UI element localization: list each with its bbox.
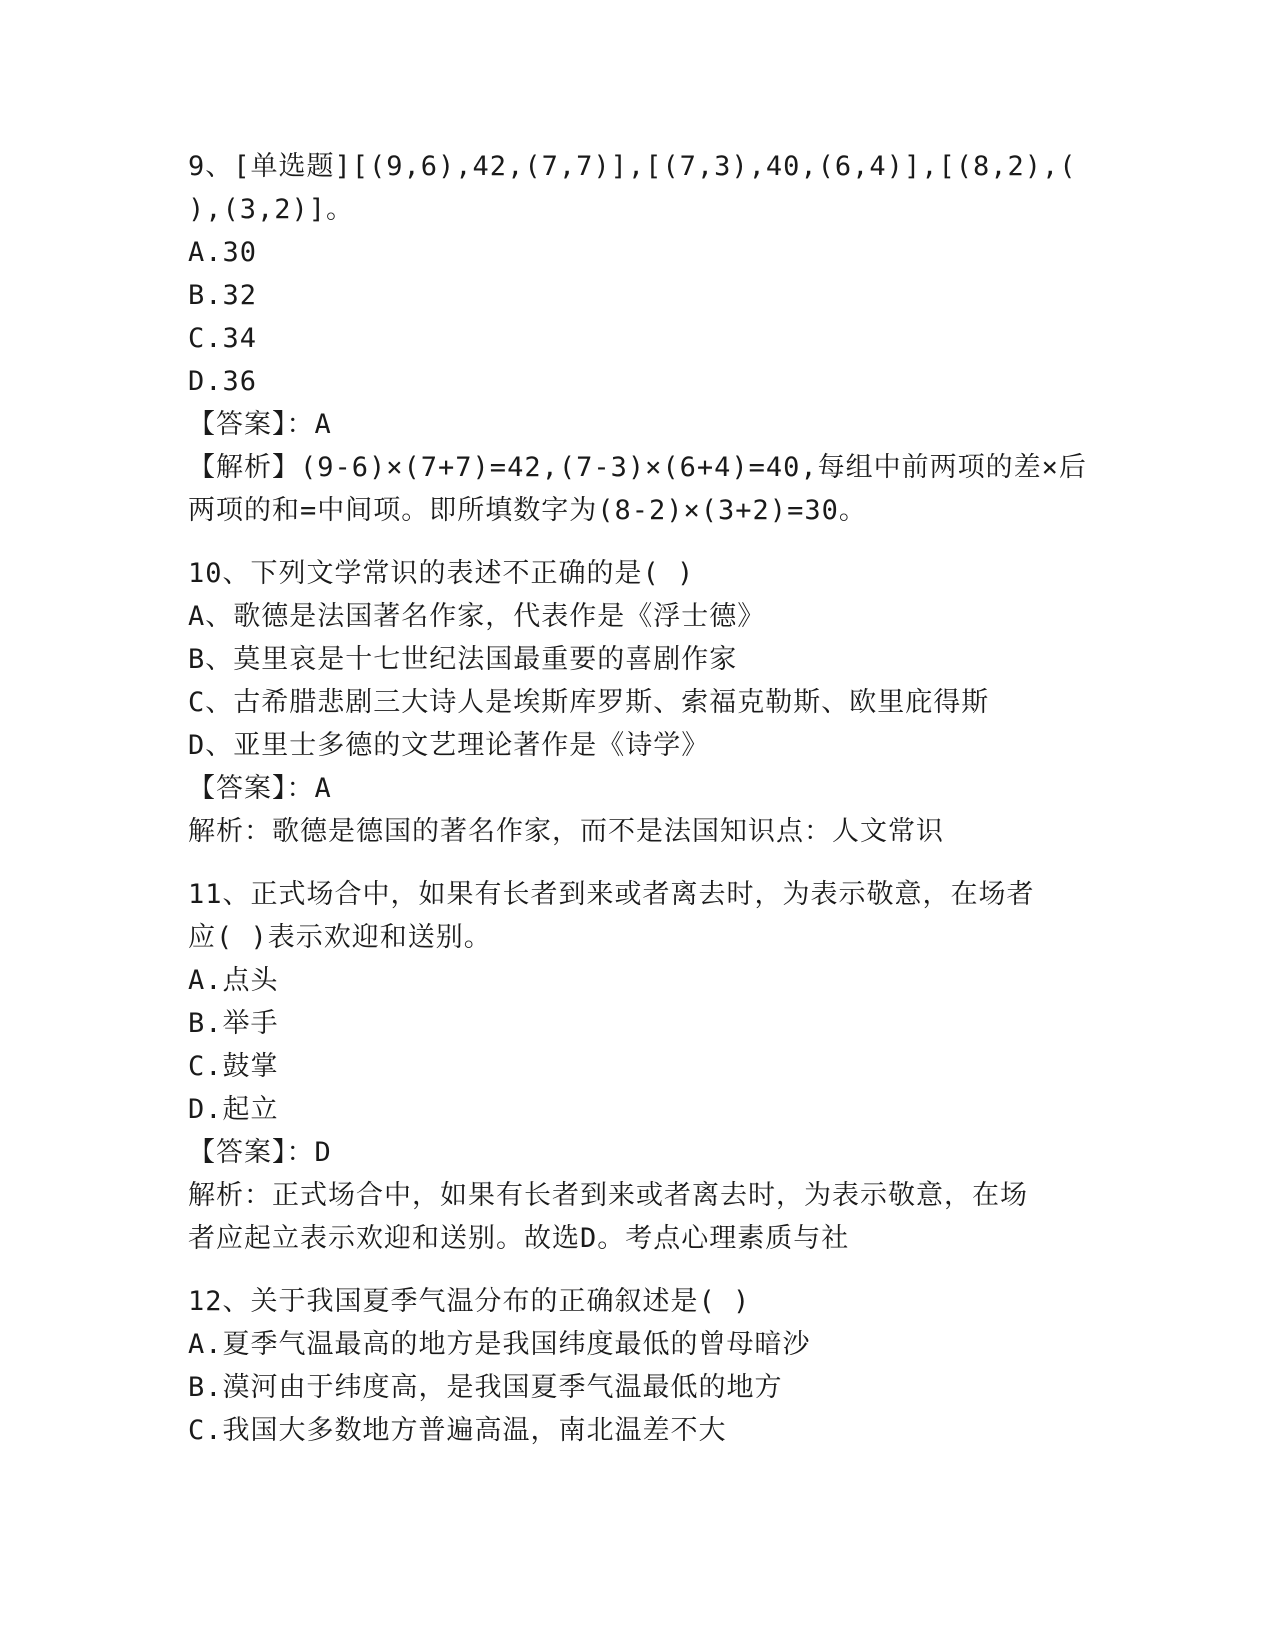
answer-line: 【答案】：A xyxy=(188,773,332,804)
question-stem-line: 应( )表示欢迎和送别。 xyxy=(188,922,492,953)
option-c: C、古希腊悲剧三大诗人是埃斯库罗斯、索福克勒斯、欧里庇得斯 xyxy=(188,687,990,718)
question-11 xyxy=(188,873,1068,1260)
option-b: B、莫里哀是十七世纪法国最重要的喜剧作家 xyxy=(188,644,738,675)
option-d: D.起立 xyxy=(188,1094,279,1125)
option-b: B.举手 xyxy=(188,1008,279,1039)
option-a: A、歌德是法国著名作家，代表作是《浮士德》 xyxy=(188,601,766,632)
question-stem-line: 11、正式场合中，如果有长者到来或者离去时，为表示敬意，在场者 xyxy=(188,879,1035,910)
option-c: C.34 xyxy=(188,323,258,354)
analysis-line: 解析：歌德是德国的著名作家，而不是法国知识点：人文常识 xyxy=(188,816,944,847)
question-9 xyxy=(188,145,1087,532)
question-spacer xyxy=(188,532,1068,552)
option-a: A.点头 xyxy=(188,965,279,996)
question-stem-line: 9、[单选题][(9,6),42,(7,7)],[(7,3),40,(6,4)],[(8,2),( xyxy=(188,151,1077,182)
answer-line: 【答案】：D xyxy=(188,1137,332,1168)
option-c: C.我国大多数地方普遍高温，南北温差不大 xyxy=(188,1415,727,1446)
option-d: D.36 xyxy=(188,366,258,397)
question-12 xyxy=(188,1280,1068,1452)
analysis-line: 者应起立表示欢迎和送别。故选D。考点心理素质与社 xyxy=(188,1223,850,1254)
question-stem-line: 10、下列文学常识的表述不正确的是( ) xyxy=(188,558,695,589)
option-a: A.夏季气温最高的地方是我国纬度最低的曾母暗沙 xyxy=(188,1329,811,1360)
option-c: C.鼓掌 xyxy=(188,1051,279,1082)
question-stem-line: ),(3,2)]。 xyxy=(188,194,355,225)
question-spacer xyxy=(188,1260,1068,1280)
analysis-line: 【解析】(9-6)×(7+7)=42,(7-3)×(6+4)=40,每组中前两项的差×后 xyxy=(188,452,1087,483)
answer-line: 【答案】：A xyxy=(188,409,332,440)
option-b: B.漠河由于纬度高，是我国夏季气温最低的地方 xyxy=(188,1372,783,1403)
option-d: D、亚里士多德的文艺理论著作是《诗学》 xyxy=(188,730,710,761)
option-b: B.32 xyxy=(188,280,258,311)
question-list xyxy=(188,145,1087,1452)
option-a: A.30 xyxy=(188,237,258,268)
question-spacer xyxy=(188,853,1068,873)
question-stem-line: 12、关于我国夏季气温分布的正确叙述是( ) xyxy=(188,1286,751,1317)
analysis-line: 两项的和=中间项。即所填数字为(8-2)×(3+2)=30。 xyxy=(188,495,867,526)
analysis-line: 解析：正式场合中，如果有长者到来或者离去时，为表示敬意，在场 xyxy=(188,1180,1028,1211)
question-10 xyxy=(188,552,1068,853)
